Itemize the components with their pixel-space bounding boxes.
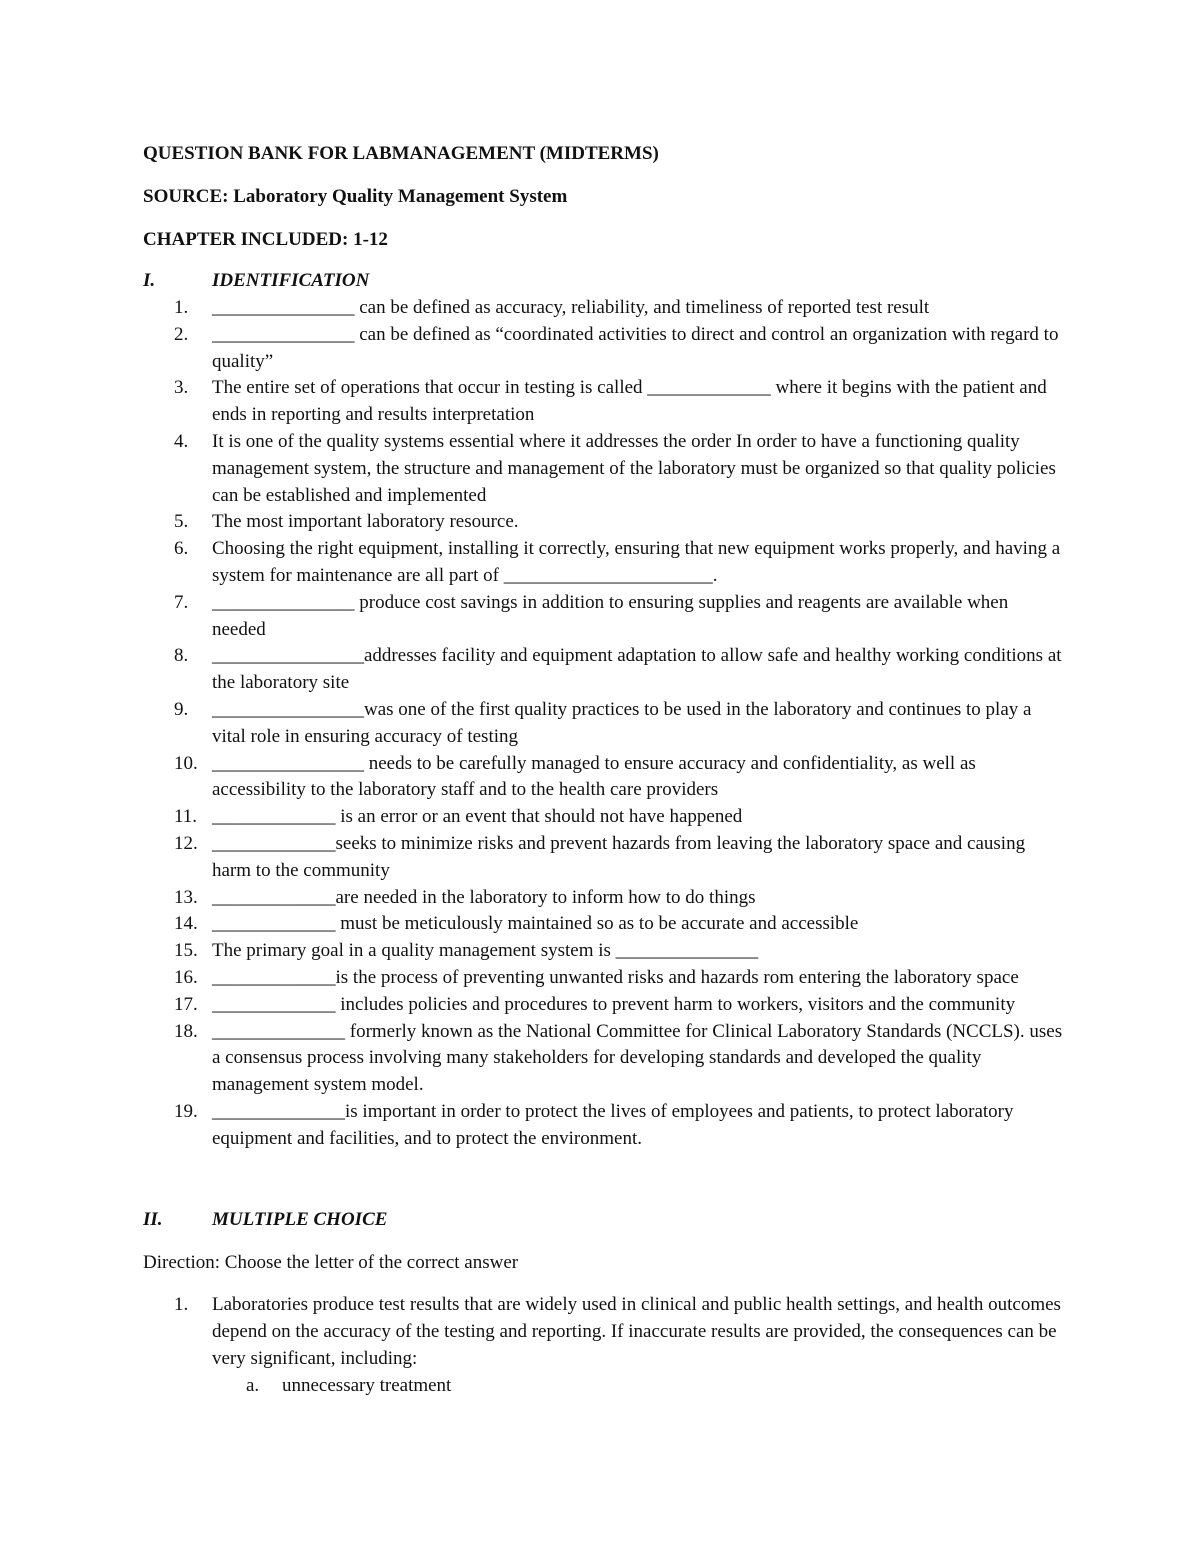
question-text: _______________ produce cost savings in addition to ensuring supplies and reagents are available when needed	[212, 591, 1009, 640]
question-item	[174, 429, 1064, 509]
question-text: ______________is important in order to protect the lives of employees and patients, to protect laboratory equipment and facilities, and to protect the environment.	[212, 1100, 1014, 1149]
question-text: _____________ includes policies and procedures to prevent harm to workers, visitors and the community	[212, 993, 1016, 1015]
question-number: 17.	[174, 993, 198, 1015]
question-number: 4.	[174, 430, 189, 452]
answer-choice	[246, 1373, 451, 1399]
question-item	[174, 992, 1064, 1019]
question-number: 11.	[174, 806, 198, 828]
question-number: 1.	[174, 297, 189, 318]
question-text: It is one of the quality systems essential where it addresses the order In order to have a functioning quality management system, the structure and management of the laboratory must be organized so that quality policies can be established and implemented	[212, 430, 1056, 506]
question-text: _____________seeks to minimize risks and prevent hazards from leaving the laboratory space and causing harm to the community	[212, 832, 1026, 881]
identification-question-list	[174, 295, 1064, 1153]
question-number: 5.	[174, 511, 189, 533]
question-number: 9.	[174, 698, 189, 720]
section-heading-identification	[143, 268, 369, 294]
question-number: 8.	[174, 645, 189, 667]
question-text: ________________addresses facility and equipment adaptation to allow safe and healthy working conditions at the laboratory site	[212, 645, 1062, 694]
question-text: ______________ formerly known as the National Committee for Clinical Laboratory Standards (NCCLS). uses a consensus process involving many stakeholders for developing standards and developed the quality management system model.	[212, 1020, 1063, 1096]
question-item	[174, 509, 1064, 536]
question-text: _______________ can be defined as “coordinated activities to direct and control an organization with regard to quality”	[212, 323, 1059, 372]
question-number: 12.	[174, 832, 198, 854]
question-text: ________________was one of the first quality practices to be used in the laboratory and continues to play a vital role in ensuring accuracy of testing	[212, 698, 1032, 747]
section-title: MULTIPLE CHOICE	[212, 1209, 388, 1230]
question-number: 13.	[174, 886, 198, 908]
question-text: _____________ is an error or an event that should not have happened	[212, 806, 743, 828]
question-item	[174, 1292, 1064, 1372]
question-number: 7.	[174, 591, 189, 613]
document-source: SOURCE: Laboratory Quality Management System	[143, 186, 568, 207]
question-item	[174, 1099, 1064, 1153]
question-number: 2.	[174, 323, 189, 345]
question-number: 6.	[174, 538, 189, 560]
question-item	[174, 536, 1064, 590]
question-number: 1.	[174, 1294, 189, 1315]
question-item	[174, 697, 1064, 751]
question-number: 18.	[174, 1020, 198, 1042]
question-number: 14.	[174, 913, 198, 935]
question-text: Choosing the right equipment, installing it correctly, ensuring that new equipment works properly, and having a system for maintenance are all part of ______________________.	[212, 538, 1061, 586]
question-text: _____________are needed in the laboratory to inform how to do things	[212, 886, 756, 908]
question-item	[174, 322, 1064, 376]
question-number: 10.	[174, 752, 198, 774]
question-text: ________________ needs to be carefully managed to ensure accuracy and confidentiality, as well as accessibility to the laboratory staff and to the health care providers	[212, 752, 976, 801]
question-text: Laboratories produce test results that are widely used in clinical and public health settings, and health outcomes depend on the accuracy of the testing and reporting. If inaccurate results are provided, the consequences can be very significant, including:	[212, 1294, 1061, 1369]
choice-letter: a.	[246, 1375, 260, 1396]
choice-text: unnecessary treatment	[282, 1375, 452, 1396]
question-text: The most important laboratory resource.	[212, 511, 519, 533]
question-text: _______________ can be defined as accuracy, reliability, and timeliness of reported test result	[212, 297, 930, 318]
question-number: 16.	[174, 966, 198, 988]
question-item	[174, 751, 1064, 805]
section-number: I.	[143, 270, 156, 291]
question-item	[174, 911, 1064, 938]
question-item	[174, 295, 1064, 322]
question-text: _____________is the process of preventing unwanted risks and hazards rom entering the laboratory space	[212, 966, 1019, 988]
question-item	[174, 938, 1064, 965]
question-number: 3.	[174, 377, 189, 399]
document-title: QUESTION BANK FOR LABMANAGEMENT (MIDTERMS)	[143, 143, 659, 164]
question-text: The entire set of operations that occur in testing is called _____________ where it begins with the patient and ends in reporting and results interpretation	[212, 377, 1047, 426]
question-item	[174, 1019, 1064, 1099]
question-number: 19.	[174, 1100, 198, 1122]
document-chapters: CHAPTER INCLUDED: 1-12	[143, 229, 388, 250]
question-item	[174, 375, 1064, 429]
direction-text: Direction: Choose the letter of the correct answer	[143, 1252, 519, 1273]
question-item	[174, 643, 1064, 697]
question-text: The primary goal in a quality management system is _______________	[212, 940, 759, 962]
question-item	[174, 804, 1064, 831]
multiple-choice-question-list	[174, 1292, 1064, 1372]
section-heading-multiple-choice	[143, 1207, 387, 1233]
section-title: IDENTIFICATION	[212, 270, 370, 291]
question-item	[174, 831, 1064, 885]
question-text: _____________ must be meticulously maintained so as to be accurate and accessible	[212, 913, 859, 935]
question-item	[174, 590, 1064, 644]
question-item	[174, 965, 1064, 992]
question-item	[174, 885, 1064, 912]
section-number: II.	[143, 1209, 163, 1230]
question-number: 15.	[174, 940, 198, 962]
